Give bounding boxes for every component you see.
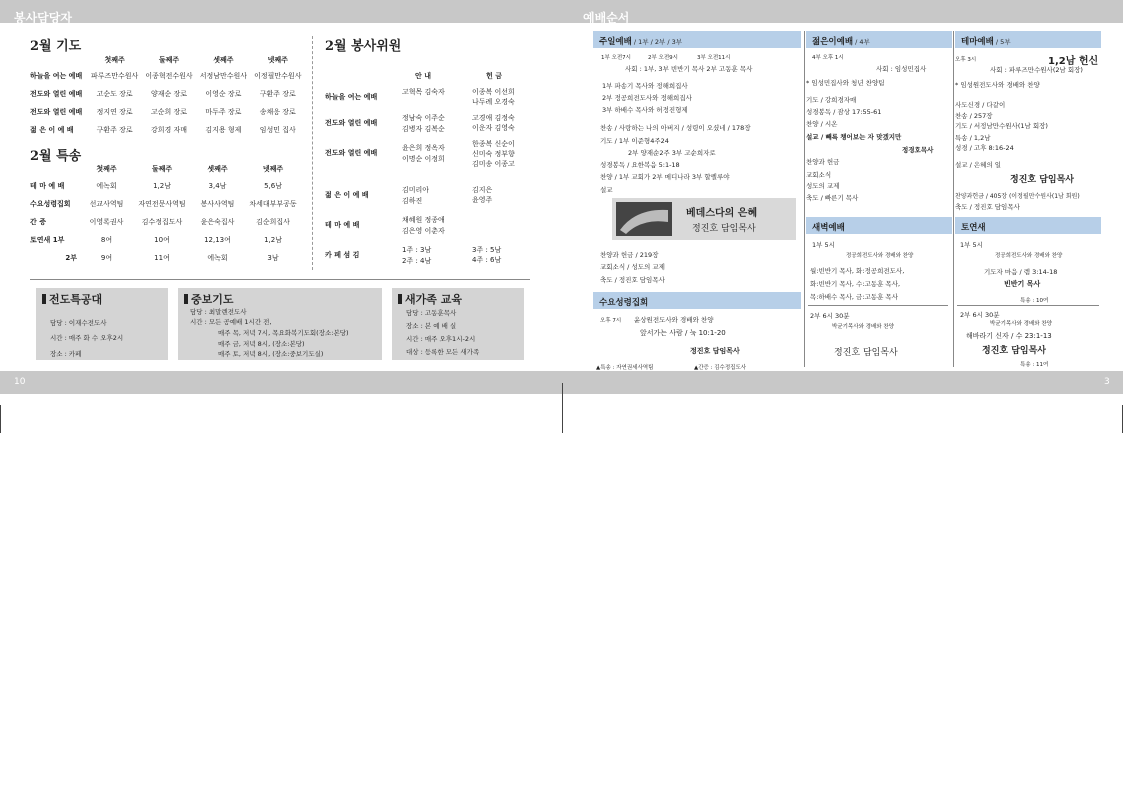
week-header: 첫째주 [96,165,117,173]
youth-time: 4부 오후 1시 [812,55,844,61]
saturday-preacher: 정진호 담임목사 [982,346,1046,356]
sunday-after: 찬양과 헌금 / 219장 [600,251,659,259]
blank-header [30,52,87,67]
box-line: 매주 금, 저녁 8시, (장소:본당) [218,340,305,348]
cell: 3,4남 [208,182,227,190]
cell: 서정남만수원사 [199,72,248,80]
cell: 이종혁전수원사 [145,72,193,80]
cell: 임성민 집사 [259,126,296,134]
theme-line: * 임성원전도사와 경배와 찬양 [955,81,1040,89]
cell: 마두주 장로 [205,108,242,116]
sunday-line: 3부 하배수 목사와 허정진형제 [602,106,688,114]
cell: 윤은숙집사 [200,218,235,226]
offering-name: 신미숙 정부향 [472,150,515,158]
row-label: 토연새 1부 [30,236,65,244]
youth-line: 정경호목사 [902,146,934,154]
youth-line: 축도 / 빠른기 목사 [806,194,859,202]
wednesday-title: 수요성령집회 [599,298,649,308]
offering-name: 이운자 김영숙 [472,124,515,132]
row-label: 테 마 예 배 [325,221,360,229]
theme-line: 기도 / 서정남만수원사(1남 회장) [955,122,1048,130]
box-line: 담당 : 최말렌전도사 [190,308,247,316]
box-line: 담당 : 고동훈목사 [406,309,457,317]
box-line: 시간 : 매주 오후1시-2시 [406,335,476,343]
cell: 이영록권사 [89,218,124,226]
cell: 송채응 장로 [259,108,296,116]
youth-line: 찬양 / 시온 [806,120,838,128]
cell: 11여 [154,254,170,262]
table-row [30,195,305,213]
wednesday-preacher: 정진호 담임목사 [690,347,740,355]
box-line: 시간 : 매주 화 수 오후2시 [50,334,124,342]
column-divider [804,31,805,367]
wednesday-line: 윤상원전도사와 경배와 찬양 [634,316,714,324]
wednesday-footer: ▲간증 : 김수정집도사 [694,365,747,371]
box-line: 시간 : 모든 공예배 1시간 전, [190,318,272,326]
week-header: 둘째주 [151,165,173,173]
offering-header: 헌 금 [486,72,502,80]
offering-name: 이종복 이선희 [472,88,515,96]
theme-title: 테마예배 [961,37,994,47]
table-row [30,103,305,121]
sunday-line: 성경봉독 / 요한복음 5:1-18 [600,161,680,169]
youth-line: 찬양과 헌금 [806,158,840,166]
sunday-line: 2부 정공희전도사와 정해희집사 [602,94,692,102]
cell: 선교사역팀 [89,200,124,208]
cell: 3남 [267,254,279,262]
saturday-leader: 박균기목사와 경배와 찬양 [990,321,1052,327]
saturday-line: 해바라기 신자 / 수 23:1-13 [966,332,1052,340]
box-line: 매주 목, 저녁 7시, 목요화복기도회(장소:본당) [218,329,349,337]
youth-line: 성경봉독 / 잠상 17:55-61 [806,108,882,116]
guide-name: 1주 : 3남 [402,246,432,254]
presider: 사회 : 파루즈만수원사(2남 회장) [990,66,1083,74]
cell: 5,6남 [264,182,282,190]
service-committee-title: 2월 봉사위원 [325,39,402,54]
special-music-table [30,161,305,267]
offering-name: 고경애 김정숙 [472,114,515,122]
saturday-time: 1부 5시 [960,241,983,249]
cell: 9여 [100,254,113,262]
theme-bar [955,31,1101,48]
saturday-leader: 정공희전도사와 경배와 찬양 [995,253,1063,259]
dawn-preacher: 정진호 담임목사 [834,348,898,358]
cell: 고순도 장로 [96,90,133,98]
saturday-prayer: 기도자 마음 / 렘 3:14-18 [984,268,1058,276]
presider: 사회 : 1부, 3부 빈반기 목사 2부 고동훈 목사 [625,65,753,73]
dawn-leader: 박균기목사와 경배와 찬양 [832,324,894,330]
sunday-sub: / 1부 / 2부 / 3부 [631,38,683,46]
box-line: 장소 : 카페 [50,350,82,358]
cell: 차세대부부공동 [249,200,297,208]
cell: 에녹회 [207,254,228,262]
row-label: 전도와 열린 예배 [30,90,83,98]
table-row [30,67,305,85]
guide-name: 2주 : 4남 [402,257,432,265]
intercession-box [178,288,382,360]
row-label: 전도와 열린 예배 [325,149,378,157]
theme-line: 찬송 / 257장 [955,112,993,120]
time-label: 1부 오전7시 [601,55,631,61]
offering-name: 김미송 이종고 [472,160,515,168]
saturday-bar [955,217,1101,234]
box-line: 장소 : 본 예 배 실 [406,322,457,330]
guide-name: 김미리아 [402,186,430,194]
theme-line: 사도신경 / 다같이 [955,101,1006,109]
cell: 파루즈만수원사 [90,72,139,80]
table-row [30,213,305,231]
week-header: 넷째주 [267,55,288,64]
time-label: 2부 오전9시 [648,55,678,61]
cell: 고순희 장로 [150,108,188,116]
saturday-preacher: 빈반기 목사 [1004,280,1041,288]
offering-name: 나두례 오경숙 [472,98,515,106]
box-line: 매주 토, 저녁 8시, (장소:중보기도실) [218,350,324,358]
youth-line: 교회소식 [806,171,832,179]
right-page-number: 3 [1104,377,1110,387]
sunday-line: 1부 파송기 목사와 정해희집사 [602,82,688,90]
dawn-line: 월:빈반기 목사, 화:정공희전도사, [810,267,905,275]
offering-name: 윤영주 [472,196,493,204]
dawn-bar [806,217,952,234]
sunday-line: 찬양 / 1부 교회가 2부 메디나라 3부 할렐루야 [600,173,730,181]
cell: 이영순 장로 [205,90,242,98]
cell: 8여 [100,236,113,244]
theme-line: 성경 / 고후 8:16-24 [955,144,1014,152]
guide-name: 윤은희 정옥자 [402,144,445,152]
theme-line: 설교 / 은혜의 일 [955,161,1002,169]
prayer-table [30,52,305,139]
sermon-preacher: 정진호 담임목사 [692,224,756,234]
right-page-header: 예배순서 [583,11,630,25]
dawn-time: 1부 5시 [812,241,835,249]
guide-name: 김은영 이춘자 [402,227,445,235]
row-label: 전도와 열린 예배 [325,119,378,127]
cell: 10여 [154,236,170,244]
guide-name: 고혁목 김숙자 [402,88,445,96]
special-music-title: 2월 특송 [30,149,82,164]
column-divider [953,31,954,367]
cell: 1,2남 [264,236,282,244]
guide-header: 안 내 [415,72,431,80]
wednesday-line: 앞서가는 사람 / 눅 10:1-20 [640,329,726,337]
guide-name: 채혜원 정종애 [402,216,445,224]
theme-preacher: 정진호 담임목사 [1010,175,1074,185]
youth-line: 기도 / 강희경자매 [806,96,857,104]
theme-line: 특송 / 1,2남 [955,134,991,142]
sunday-line: 기도 / 1부 이준형4주24 [600,137,669,145]
youth-line: 성도의 교제 [806,182,840,190]
dawn-title: 새벽예배 [812,223,845,233]
blank-header [30,161,83,177]
dawn-leader: 정공희전도사와 경배와 찬양 [846,253,914,259]
wednesday-time: 오후 7시 [600,318,622,324]
offering-name: 4주 : 6남 [472,256,502,264]
left-page-header: 봉사담당자 [14,11,72,25]
cell: 자연전문사역팀 [138,200,186,208]
saturday-special: 특송 : 11여 [1020,362,1049,368]
cell: 구환주 장로 [96,126,133,134]
week-header: 둘째주 [158,55,180,64]
theme-after: 축도 / 정진호 담임목사 [955,203,1020,211]
crop-mark [0,405,1,433]
section-divider [30,279,530,280]
box-title: 새가족 교육 [398,291,462,307]
cell: 김수정집도사 [141,218,183,226]
wednesday-bar [593,292,801,309]
saturday-divider [957,305,1099,306]
newcomer-box [392,288,524,360]
youth-line: * 임성민집사와 청년 찬양팀 [806,79,885,87]
cell: 12,13여 [204,236,231,244]
saturday-title: 토연새 [961,223,986,233]
row-label: 2부 [65,254,77,262]
table-row [30,121,305,139]
row-label: 테 마 예 배 [30,182,65,190]
crop-mark [562,383,563,433]
column-divider [312,36,313,270]
row-label: 하늘을 여는 예배 [325,93,378,101]
cell: 양재순 장로 [150,90,188,98]
row-label: 전도와 열린 예배 [30,108,83,116]
cell: 김순희집사 [256,218,290,226]
time-label: 3부 오전11시 [697,55,731,61]
prayer-title: 2월 기도 [30,39,82,54]
row-label: 간 증 [30,218,46,226]
guide-name: 이명순 이정희 [402,155,445,163]
table-row [30,85,305,103]
week-header: 첫째주 [104,55,125,64]
youth-title: 젊은이예배 [812,37,854,47]
theme-time: 오후 3시 [955,57,977,63]
guide-name: 김하진 [402,197,423,205]
table-row [30,249,305,267]
table-row [30,177,305,195]
evangelism-box [36,288,168,360]
sermon-photo-icon [616,202,672,236]
saturday-time: 2부 6시 30분 [960,311,1000,319]
dawn-divider [808,305,948,306]
dawn-line: 목:하배수 목사, 금:고동훈 목사 [810,293,898,301]
row-label: 젊 은 이 예 배 [30,126,74,134]
youth-line: 설교 / 빼록 챙어보는 자 맞겠지만 [806,133,902,141]
table-row [30,231,305,249]
cell: 구환주 장로 [259,90,296,98]
week-header: 셋째주 [213,55,234,64]
dawn-time: 2부 6시 30분 [810,312,850,320]
box-line: 담당 : 이재수전도사 [50,319,107,327]
dawn-line: 화:빈반기 목사, 수:고동훈 목사, [810,280,901,288]
row-label: 카 페 섬 김 [325,251,360,259]
offering-name: 한종복 신순이 [472,140,515,148]
sunday-bar [593,31,801,48]
box-title: 전도특공대 [42,291,102,307]
theme-big-note: 1,2남 헌신 [1048,56,1099,67]
offering-name: 김지은 [472,186,493,194]
offering-name: 3주 : 5남 [472,246,502,254]
guide-name: 김병자 김복순 [402,125,445,133]
cell: 1,2남 [153,182,171,190]
presider: 사회 : 임성민집사 [876,65,927,73]
row-label: 수요성령집회 [30,200,71,208]
sunday-title: 주일예배 [599,37,632,47]
guide-name: 정남숙 이주순 [402,114,445,122]
youth-sub: / 4부 [853,38,870,46]
sunday-line: 설교 [600,186,613,194]
row-label: 하늘을 여는 예배 [30,72,83,80]
sunday-after: 축도 / 정진호 담임목사 [600,276,665,284]
cell: 강희경 자매 [150,126,188,134]
theme-after: 찬양과헌금 / 405장 (이정필만수원사(1남 회원) [955,193,1080,200]
week-header: 셋째주 [207,165,228,173]
box-line: 대상 : 등록한 모든 새가족 [406,348,480,356]
sunday-line: 찬송 / 사랑하는 나의 아버지 / 성령이 오셨네 / 178장 [600,124,751,132]
row-label: 젊 은 이 예 배 [325,191,369,199]
saturday-special: 특송 : 10여 [1020,298,1049,304]
box-title: 중보기도 [184,291,234,307]
week-header: 넷째주 [262,165,284,173]
cell: 김지용 형제 [205,126,242,134]
wednesday-footer: ▲특송 : 자연권세사역팀 [596,365,654,371]
theme-sub: / 5부 [993,38,1011,46]
cell: 정지연 장로 [96,108,133,116]
top-band [0,0,1123,23]
sermon-banner [612,198,796,240]
cell: 봉사사역팀 [200,200,235,208]
sermon-title: 베데스다의 은혜 [686,208,758,219]
cell: 에녹회 [96,182,117,190]
sunday-line: 2부 양재순2주 3부 고순희자로 [628,149,716,157]
left-page-number: 10 [14,377,26,387]
youth-bar [806,31,952,48]
cell: 이정필만수원사 [254,72,302,80]
sunday-after: 교회소식 / 성도의 교제 [600,263,665,271]
